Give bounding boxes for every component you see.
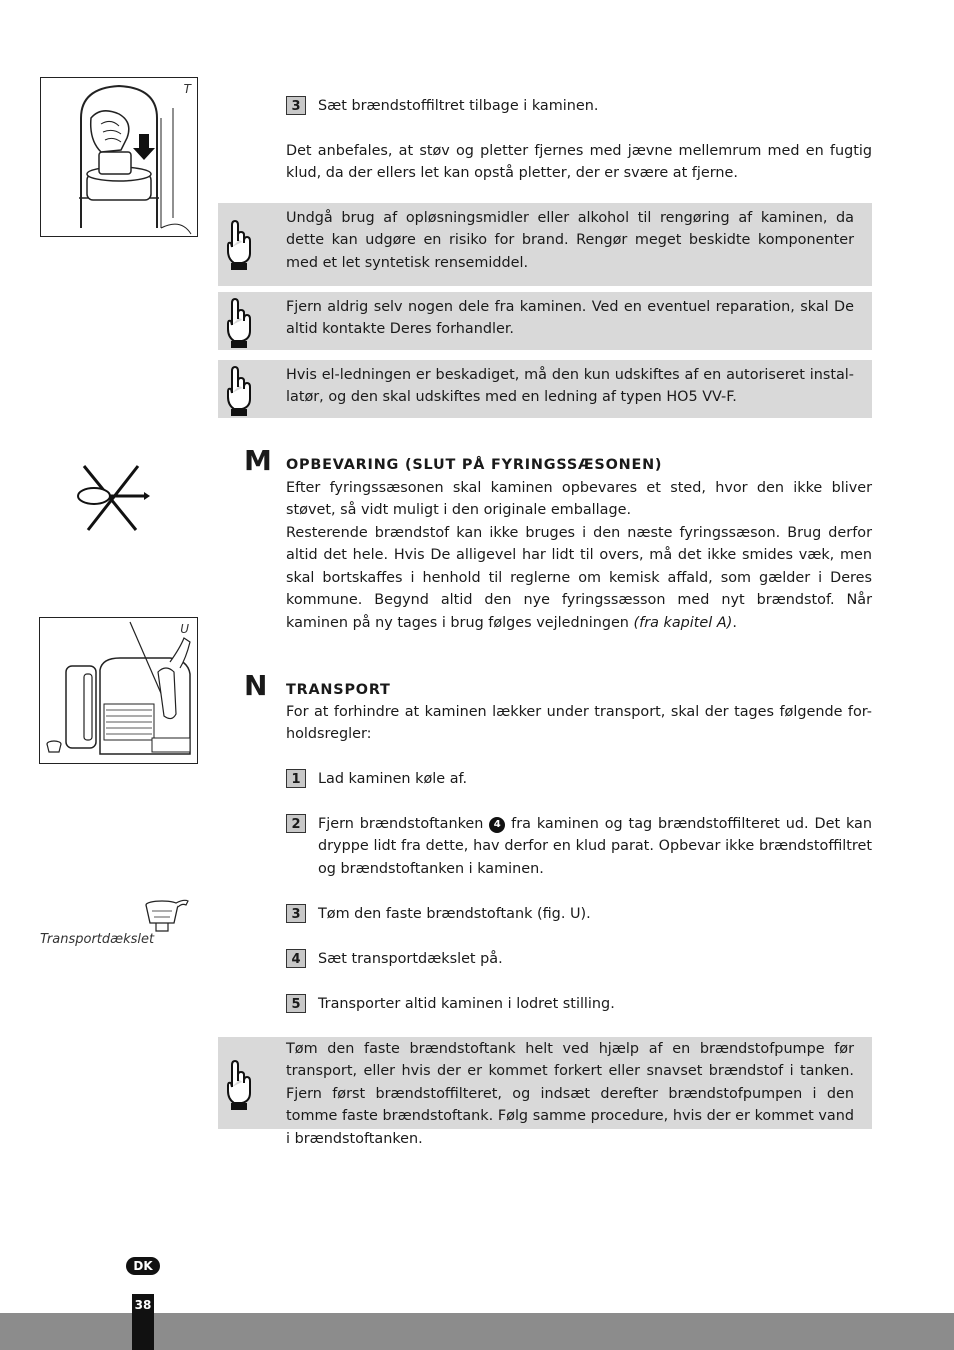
transport-step-1 (286, 768, 872, 790)
step-number: 3 (286, 904, 306, 923)
step-text: Tøm den faste brændstoftank (fig. U). (318, 906, 591, 922)
transport-step-3 (286, 903, 872, 925)
warning-hand-icon (222, 295, 256, 349)
step-text: Lad kaminen køle af. (318, 771, 468, 787)
transport-cover-icon (142, 897, 190, 933)
transport-step-4 (286, 948, 872, 970)
cleaning-paragraph: Det anbefales, at støv og pletter fjernes med jævne mellemrum med en fugtig klud, da der ellers let kan opstå pletter, der er svære at fjerne. (286, 143, 872, 182)
note-solvents (218, 203, 872, 286)
figure-u (39, 617, 198, 764)
step-text: Transporter altid kaminen i lodret stilling. (318, 996, 615, 1012)
step-refit-filter (286, 95, 872, 117)
period: . (732, 614, 737, 631)
storage-text: Resterende brændstof kan ikke bruges i den næste fyringssæson. Brug derfor altid det hele. Hvis De alligevel har lidt til overs, må det ikke smides væk, men skal bortskaffes i henhold til reglerne om kemisk affald, som gælder i Deres kommune. Begynd altid den nye fyringssæsson med nyt brændstof. Når kaminen på ny tages i brug følges vejledningen (286, 525, 872, 631)
section-heading-transport: TRANSPORT (286, 682, 391, 698)
filter-insert-illustration (41, 78, 197, 236)
chapter-reference: (fra kapitel A) (633, 614, 733, 631)
step-number: 3 (286, 96, 306, 115)
transport-intro: For at forhindre at kaminen lækker under transport, skal der tages følgende for-holdsregler: (286, 704, 872, 743)
transport-step-2 (286, 813, 872, 880)
note-power-cord (218, 360, 872, 418)
section-heading-storage: OPBEVARING (SLUT PÅ FYRINGSSÆSONEN) (286, 457, 663, 473)
tank-number-badge: 4 (489, 817, 505, 833)
note-empty-tank (218, 1037, 872, 1147)
step-text: Sæt transportdækslet på. (318, 951, 503, 967)
figure-u-label: U (180, 622, 189, 636)
note-no-removal (218, 292, 872, 350)
step-text: Sæt brændstoffiltret tilbage i kaminen. (318, 98, 599, 114)
transport-step-5 (286, 993, 872, 1015)
step-number: 4 (286, 949, 306, 968)
tank-drain-illustration (40, 618, 197, 763)
page-number: 38 (134, 1298, 152, 1312)
no-screwdriver-icon (74, 462, 154, 534)
note-text: Tøm den faste brændstoftank helt ved hjælp af en brændstofpumpe før transport, eller hvis der er kommet forkert eller snavset brændstof i tanken. Fjern først brændstoffilteret, og indsæt derefter brændstofpumpen i den tomme faste brændstoftank. Følg samme procedure, hvis der er kommet vand i brændstoftanken. (286, 1041, 854, 1147)
transport-cover-caption: Transportdækslet (40, 932, 155, 947)
step-number: 1 (286, 769, 306, 788)
storage-paragraph-1: Efter fyringssæsonen skal kaminen opbevares et sted, hvor den ikke bliver støvet, så vidt muligt i den originale emballage. (286, 480, 872, 519)
step-text (318, 813, 872, 880)
storage-paragraph-2 (286, 522, 872, 634)
step-text-part: fra kaminen og tag brændstoffilteret ud. Det kan dryppe lidt fra dette, hav derfor en klud parat. Opbevar ikke brændstoffiltret og brændstoftanken i kaminen. (318, 816, 872, 877)
figure-t-label: T (183, 82, 191, 96)
section-letter-n: N (244, 669, 268, 702)
note-text: Fjern aldrig selv nogen dele fra kaminen. Ved en eventuel reparation, skal De altid kontakte Deres forhandler. (286, 299, 854, 338)
section-letter-m: M (244, 444, 272, 477)
note-text: Undgå brug af opløsningsmidler eller alkohol til rengøring af kaminen, da dette kan udgøre en risiko for brand. Rengør meget beskidte komponenter med et let syntetisk rensemiddel. (286, 210, 854, 271)
step-number: 5 (286, 994, 306, 1013)
step-number: 2 (286, 814, 306, 833)
warning-hand-icon (222, 217, 256, 271)
language-badge: DK (126, 1257, 160, 1275)
note-text: Hvis el-ledningen er beskadiget, må den kun udskiftes af en autoriseret instal-latør, og den skal udskiftes med en ledning af typen HO5 VV-F. (286, 367, 854, 406)
step-text-part: Fjern brændstoftanken (318, 816, 484, 832)
warning-hand-icon (222, 363, 256, 417)
figure-t (40, 77, 198, 237)
warning-hand-icon (222, 1057, 256, 1111)
